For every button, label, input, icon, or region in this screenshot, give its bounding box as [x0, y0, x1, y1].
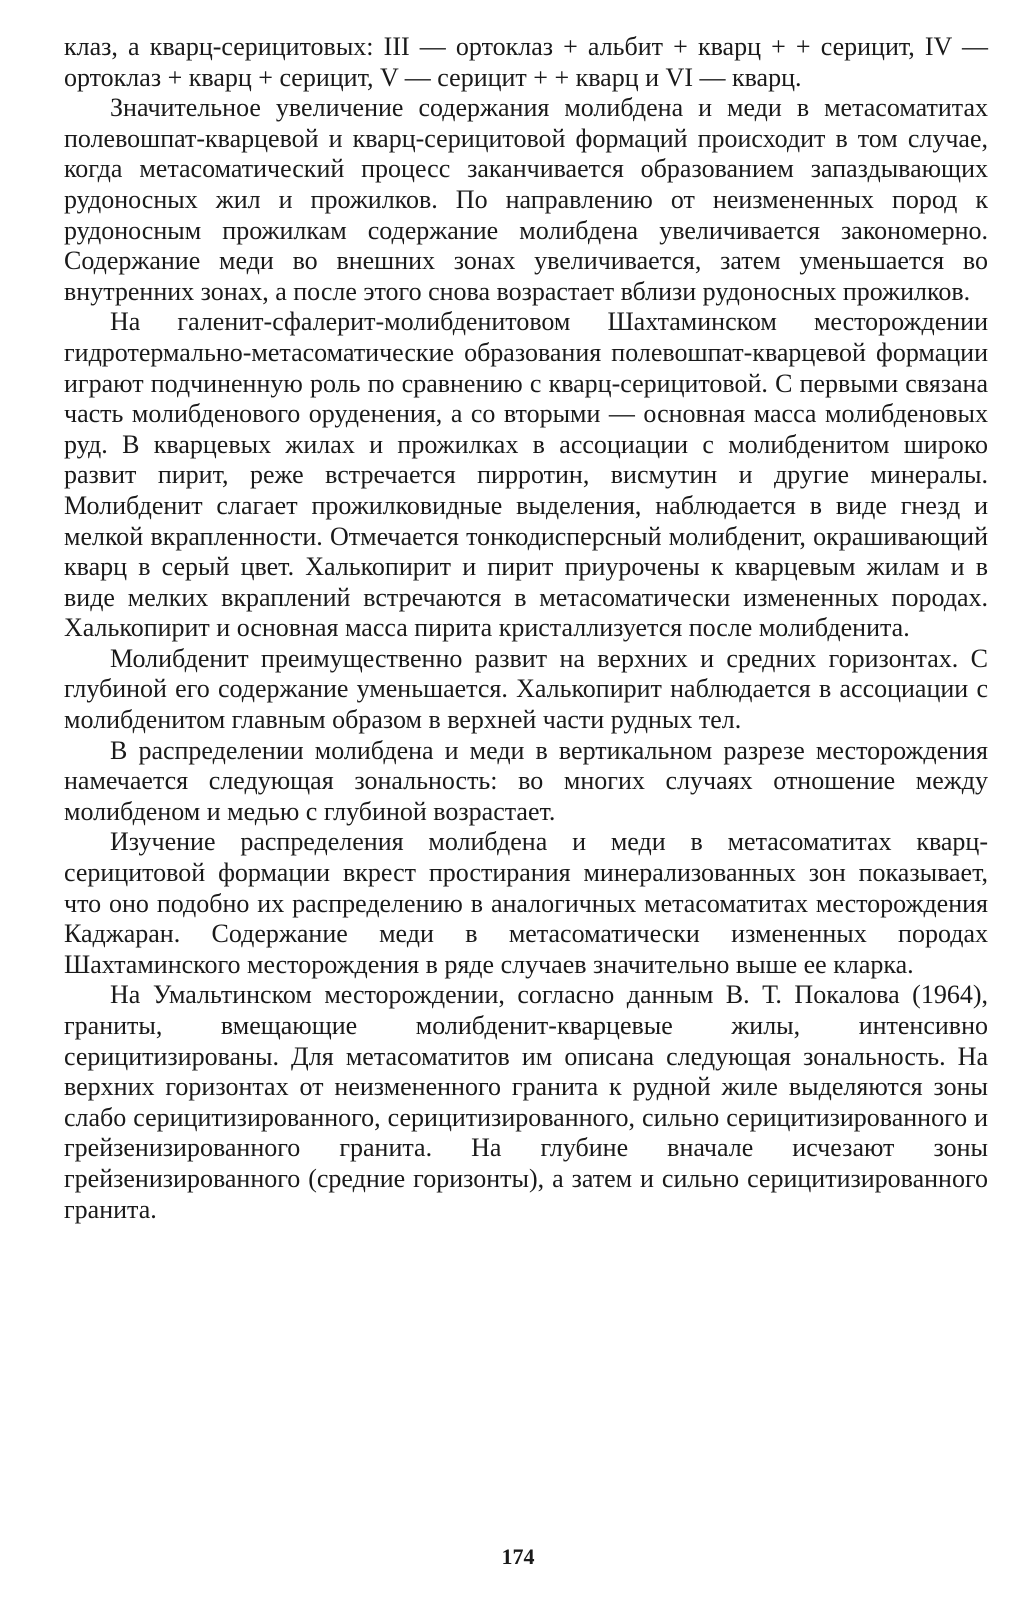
paragraph: На Умальтинском месторождении, согласно данным В. Т. Покалова (1964), граниты, вмещающие молибденит-кварцевые жилы, интенсивно серицитизированы. Для метасоматитов им описана следующая зональность. На верхних горизонтах от неизмененного гранита к рудной жиле выделяются зоны слабо серицитизированного, серицитизированного, сильно серицитизированного и грейзенизированного гранита. На глубине вначале исчезают зоны грейзенизированного (средние горизонты), а затем и сильно серицитизированного гранита.	[64, 980, 988, 1224]
paragraph: В распределении молибдена и меди в вертикальном разрезе месторождения намечается следующая зональность: во многих случаях отношение между молибденом и медью с глубиной возрастает.	[64, 735, 988, 826]
paragraph-continuation: клаз, а кварц-серицитовых: III — ортоклаз + альбит + кварц + + серицит, IV — ортоклаз + кварц + серицит, V — серицит + + кварц и VI — кварц.	[64, 32, 988, 92]
paragraph: Молибденит преимущественно развит на верхних и средних горизонтах. С глубиной его содержание уменьшается. Халькопирит наблюдается в ассоциации с молибденитом главным образом в верхней части рудных тел.	[64, 643, 988, 735]
page-body	[64, 32, 988, 1225]
paragraph: Значительное увеличение содержания молибдена и меди в метасоматитах полевошпат-кварцевой и кварц-серицитовой формаций происходит в том случае, когда метасоматический процесс заканчивается образованием запаздывающих рудоносных жил и прожилков. По направлению от неизмененных пород к рудоносным прожилкам содержание молибдена увеличивается закономерно. Содержание меди во внешних зонах увеличивается, затем уменьшается во внутренних зонах, а после этого снова возрастает вблизи рудоносных прожилков.	[64, 93, 988, 306]
paragraph: Изучение распределения молибдена и меди в метасоматитах кварц-серицитовой формации вкрест простирания минерализованных зон показывает, что оно подобно их распределению в аналогичных метасоматитах месторождения Каджаран. Содержание меди в метасоматически измененных породах Шахтаминского месторождения в ряде случаев значительно выше ее кларка.	[64, 827, 988, 979]
page-number: 174	[501, 1544, 535, 1569]
paragraph: На галенит-сфалерит-молибденитовом Шахтаминском месторождении гидротермально-метасоматические образования полевошпат-кварцевой формации играют подчиненную роль по сравнению с кварц-серицитовой. С первыми связана часть молибденового оруденения, а со вторыми — основная масса молибденовых руд. В кварцевых жилах и прожилках в ассоциации с молибденитом широко развит пирит, реже встречается пирротин, висмутин и другие минералы. Молибденит слагает прожилковидные выделения, наблюдается в виде гнезд и мелкой вкрапленности. Отмечается тонкодисперсный молибденит, окрашивающий кварц в серый цвет. Халькопирит и пирит приурочены к кварцевым жилам и в виде мелких вкраплений встречаются в метасоматически измененных породах. Халькопирит и основная масса пирита кристаллизуется после молибденита.	[64, 307, 988, 643]
